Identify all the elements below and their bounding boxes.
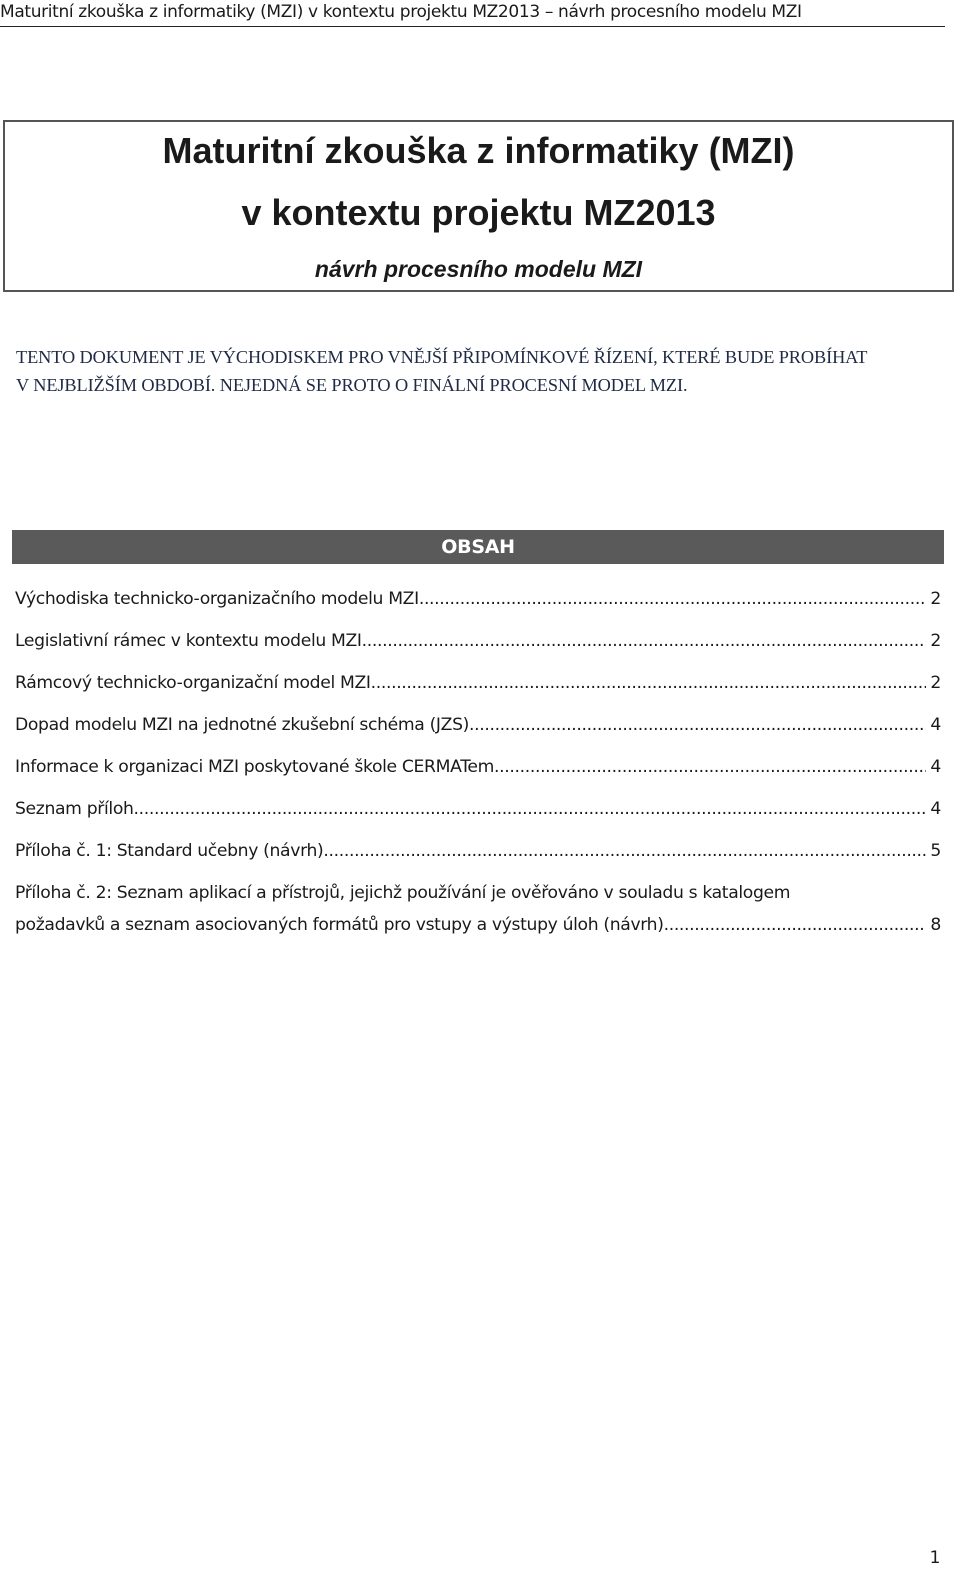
toc-entry[interactable]: [15, 877, 941, 941]
toc-entry[interactable]: [15, 625, 941, 667]
toc-leader-dots: [323, 835, 926, 867]
toc-heading: OBSAH: [12, 530, 944, 564]
toc-leader-dots: [494, 751, 926, 783]
toc-entry[interactable]: [15, 835, 941, 877]
document-title: Maturitní zkouška z informatiky (MZI): [162, 130, 795, 171]
toc-entry-title: Informace k organizaci MZI poskytované škole CERMATem: [15, 757, 495, 777]
toc-entry-page: 2: [930, 631, 941, 651]
toc-entry-title: Legislativní rámec v kontextu modelu MZI: [15, 631, 362, 651]
draft-notice-line1: TENTO DOKUMENT JE VÝCHODISKEM PRO VNĚJŠÍ PŘIPOMÍNKOVÉ ŘÍZENÍ, KTERÉ BUDE PROBÍHAT: [16, 347, 868, 367]
toc-entry-title: Seznam příloh: [15, 799, 134, 819]
toc-leader-dots: [469, 709, 926, 741]
toc-entry[interactable]: [15, 583, 941, 625]
table-of-contents: [15, 583, 941, 941]
document-subtitle: návrh procesního modelu MZI: [314, 256, 643, 282]
toc-entry[interactable]: [15, 709, 941, 751]
toc-leader-dots: [664, 909, 927, 941]
toc-entry-page: 8: [930, 915, 941, 935]
running-header: Maturitní zkouška z informatiky (MZI) v kontextu projektu MZ2013 – návrh procesního modelu MZI: [0, 0, 945, 27]
toc-entry-page: 4: [930, 757, 941, 777]
toc-entry-page: 4: [930, 799, 941, 819]
document-title-line2: v kontextu projektu MZ2013: [241, 192, 716, 233]
draft-notice: [16, 343, 951, 399]
page-number: 1: [929, 1548, 941, 1568]
toc-entry-page: 5: [930, 841, 941, 861]
toc-entry-page: 2: [930, 673, 941, 693]
toc-leader-dots: [371, 667, 927, 699]
toc-leader-dots: [419, 583, 927, 615]
toc-leader-dots: [134, 793, 927, 825]
toc-leader-dots: [362, 625, 927, 657]
toc-entry-page: 4: [930, 715, 941, 735]
toc-entry-page: 2: [930, 589, 941, 609]
toc-entry[interactable]: [15, 667, 941, 709]
title-box: [3, 120, 954, 292]
toc-entry-title-line1: Příloha č. 2: Seznam aplikací a přístrojů, jejichž používání je ověřováno v souladu s katalogem: [15, 883, 791, 903]
toc-entry[interactable]: [15, 751, 941, 793]
toc-entry-title-line2: požadavků a seznam asociovaných formátů pro vstupy a výstupy úloh (návrh): [15, 915, 664, 935]
toc-entry-title: Rámcový technicko-organizační model MZI: [15, 673, 371, 693]
draft-notice-line2: V NEJBLIŽŠÍM OBDOBÍ. NEJEDNÁ SE PROTO O FINÁLNÍ PROCESNÍ MODEL MZI.: [16, 375, 688, 395]
toc-entry-title: Východiska technicko-organizačního modelu MZI: [15, 589, 419, 609]
toc-entry-title: Dopad modelu MZI na jednotné zkušební schéma (JZS): [15, 715, 469, 735]
toc-entry-title: Příloha č. 1: Standard učebny (návrh): [15, 841, 324, 861]
toc-entry[interactable]: [15, 793, 941, 835]
